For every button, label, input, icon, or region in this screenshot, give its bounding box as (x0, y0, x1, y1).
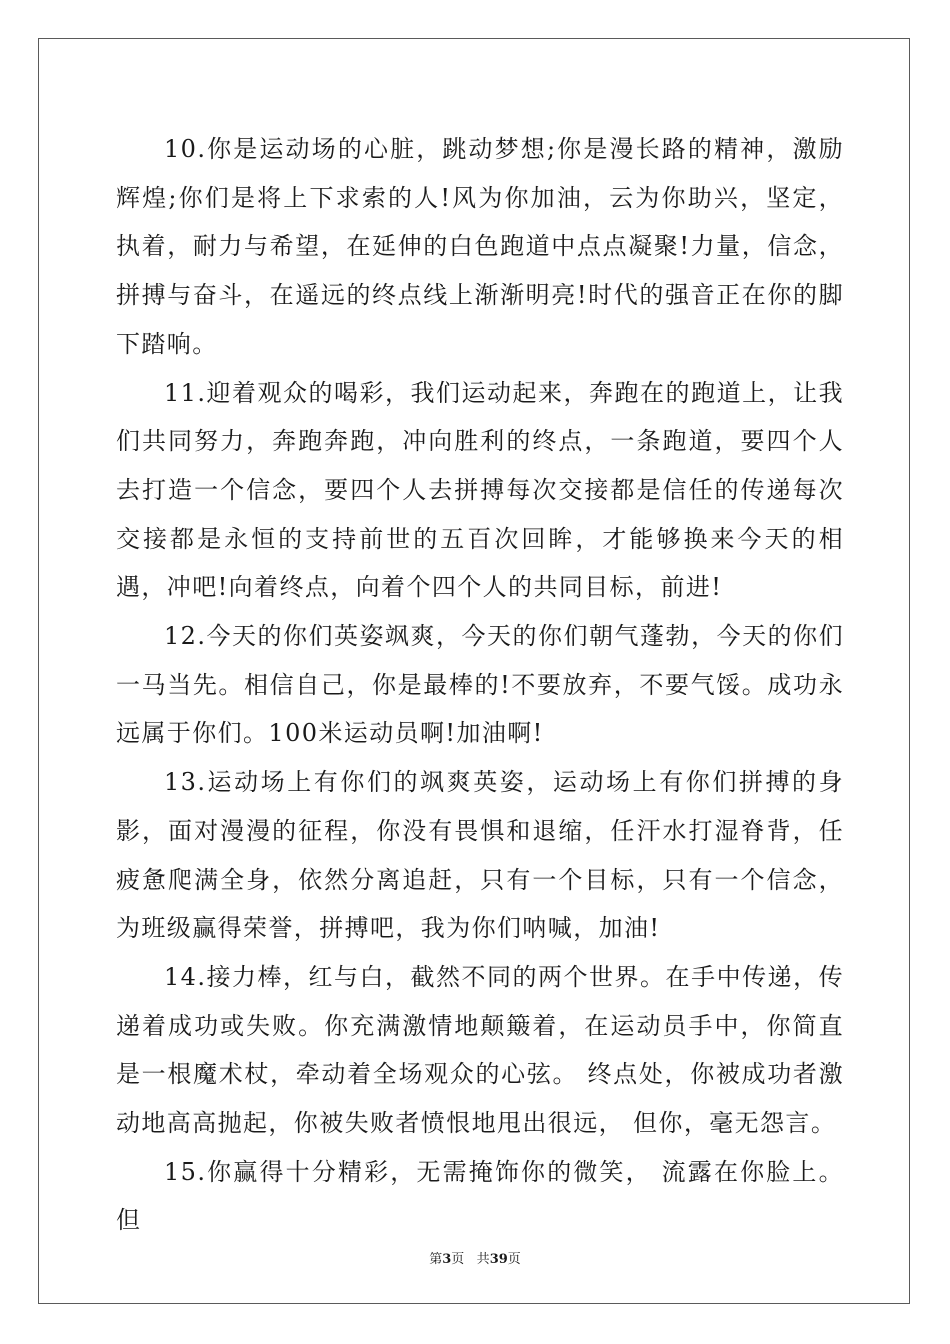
paragraph-15: 15.你赢得十分精彩，无需掩饰你的微笑， 流露在你脸上。 但 (116, 1157, 844, 1235)
document-body (116, 125, 844, 1245)
total-pages: 39 (489, 1252, 508, 1267)
total-suffix: 页 (507, 1252, 521, 1267)
page-prefix: 第 (429, 1252, 443, 1267)
paragraph-10: 10.你是运动场的心脏，跳动梦想;你是漫长路的精神，激励辉煌;你们是将上下求索的人!风为你加油，云为你助兴，坚定，执着，耐力与希望，在延伸的白色跑道中点点凝聚!力量，信念，拼搏与奋斗，在遥远的终点线上渐渐明亮!时代的强音正在你的脚下踏响。 (116, 135, 844, 358)
paragraph-14: 14.接力棒，红与白，截然不同的两个世界。在手中传递，传递着成功或失败。你充满激情地颠簸着，在运动员手中，你简直是一根魔术杖，牵动着全场观众的心弦。 终点处，你被成功者激动地高高抛起，你被失败者愤恨地甩出很远， 但你，毫无怨言。 (116, 962, 844, 1138)
page-number: 3 (442, 1252, 452, 1267)
page-footer (0, 1248, 950, 1267)
paragraph-11: 11.迎着观众的喝彩，我们运动起来，奔跑在的跑道上，让我们共同努力，奔跑奔跑，冲向胜利的终点，一条跑道，要四个人去打造一个信念，要四个人去拼搏每次交接都是信任的传递每次交接都是永恒的支持前世的五百次回眸，才能够换来今天的相遇，冲吧!向着终点，向着个四个人的共同目标，前进! (116, 378, 844, 602)
paragraph-13: 13.运动场上有你们的飒爽英姿，运动场上有你们拼搏的身影，面对漫漫的征程，你没有畏惧和退缩，任汗水打湿脊背，任疲惫爬满全身，依然分离追赶，只有一个目标，只有一个信念，为班级赢得荣誉，拼搏吧，我为你们呐喊，加油! (116, 768, 844, 943)
page-suffix: 页 (451, 1252, 465, 1267)
paragraph-12: 12.今天的你们英姿飒爽，今天的你们朝气蓬勃，今天的你们一马当先。相信自己，你是最棒的!不要放弃，不要气馁。成功永远属于你们。100米运动员啊!加油啊! (116, 622, 844, 748)
total-prefix: 共 (476, 1252, 490, 1267)
